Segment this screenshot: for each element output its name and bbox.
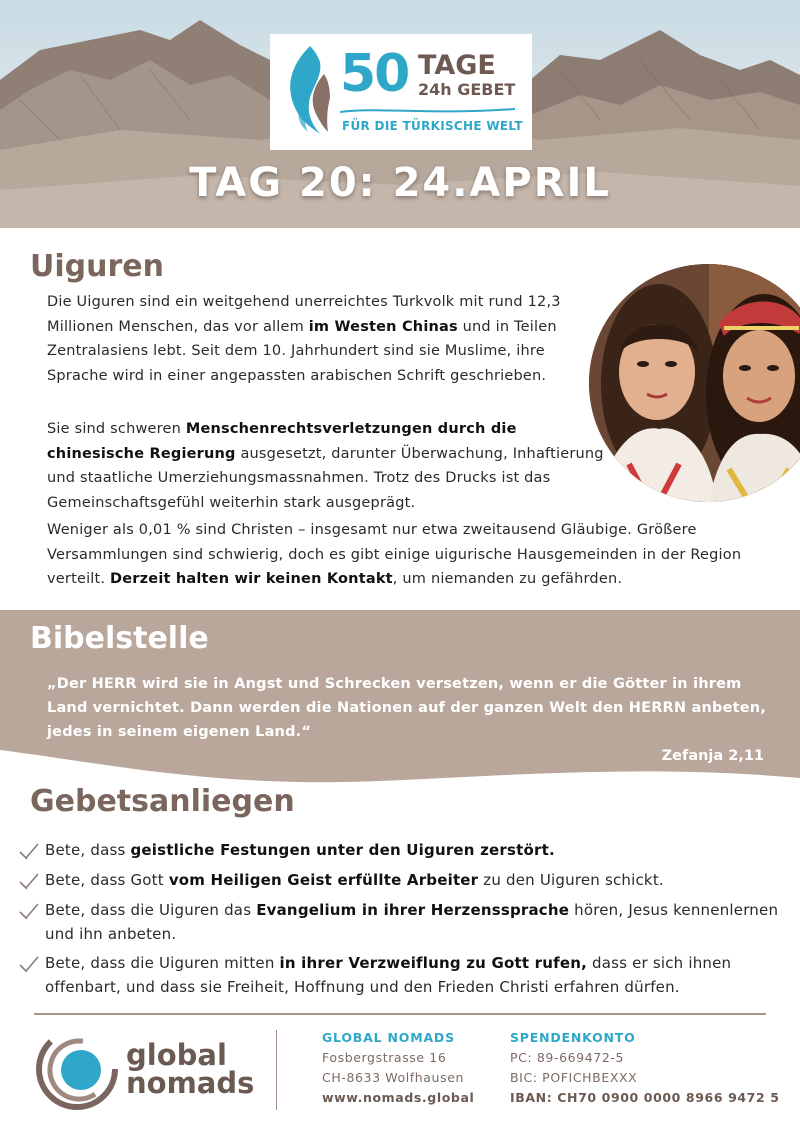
section-title-gebetsanliegen: Gebetsanliegen <box>30 784 295 819</box>
checkmark-icon <box>18 842 40 860</box>
prayer-text: Bete, dass Gott vom Heiligen Geist erfüllte Arbeiter zu den Uiguren schickt. <box>45 871 664 889</box>
checkmark-icon <box>18 955 40 973</box>
footer-vertical-divider <box>276 1030 277 1110</box>
prayer-item <box>18 838 788 862</box>
section-title-bibelstelle: Bibelstelle <box>30 621 209 656</box>
org-website-link[interactable]: www.nomads.global <box>322 1090 475 1105</box>
checkmark-icon <box>18 872 40 890</box>
prayer-text: Bete, dass geistliche Festungen unter den Uiguren zerstört. <box>45 841 555 859</box>
bible-reference: Zefanja 2,11 <box>661 748 764 764</box>
prayer-item <box>18 898 788 946</box>
prayer-text: Bete, dass die Uiguren das Evangelium in ihrer Herzenssprache hören, Jesus kennenlernen und ihn anbeten. <box>45 901 779 943</box>
prayer-item <box>18 951 788 999</box>
footer-divider-line <box>34 1013 766 1015</box>
org-street: Fosbergstrasse 16 <box>322 1050 447 1065</box>
logo-tage: TAGE <box>418 50 496 81</box>
org-heading: GLOBAL NOMADS <box>322 1030 455 1045</box>
rights-paragraph: Sie sind schweren Menschenrechtsverletzungen durch die chinesische Regierung ausgesetzt, darunter Überwachung, Inhaftierung und staatliche Umerziehungsmassnahmen. Trotz des Drucks ist das Gemeinschaftsgefühl weiterhin stark ausgeprägt. <box>47 421 604 511</box>
flame-icon <box>282 44 330 136</box>
section-title-uiguren: Uiguren <box>30 249 164 284</box>
day-title: TAG 20: 24.APRIL <box>189 160 611 206</box>
bank-bic: BIC: POFICHBEXXX <box>510 1070 638 1085</box>
bank-pc: PC: 89-669472-5 <box>510 1050 625 1065</box>
campaign-logo <box>270 34 532 150</box>
global-nomads-logo-icon <box>36 1028 118 1110</box>
bank-heading: SPENDENKONTO <box>510 1030 636 1045</box>
portrait-photo <box>589 264 800 502</box>
bible-quote: „Der HERR wird sie in Angst und Schrecken versetzen, wenn er die Götter in ihrem Land vernichtet. Dann werden die Nationen auf der ganzen Welt den HERRN anbeten, jedes in seinem eigenen Land.“ <box>47 676 767 740</box>
logo-word-global: global <box>126 1038 227 1072</box>
prayer-item <box>18 868 788 892</box>
prayer-text: Bete, dass die Uiguren mitten in ihrer Verzweiflung zu Gott rufen, dass er sich ihnen offenbart, und dass sie Freiheit, Hoffnung und den Frieden Christi erfahren dürfen. <box>45 954 732 996</box>
logo-wave-line <box>340 106 515 116</box>
logo-subtitle: FÜR DIE TÜRKISCHE WELT <box>342 119 523 133</box>
intro-paragraph: Die Uiguren sind ein weitgehend unerreichtes Turkvolk mit rund 12,3 Millionen Menschen, das vor allem im Westen Chinas und in Teilen Zentralasiens lebt. Seit dem 10. Jahrhundert sind sie Muslime, ihre Sprache wird in einer angepassten arabischen Schrift geschrieben. <box>47 294 561 384</box>
logo-gebet: 24h GEBET <box>418 80 516 99</box>
bank-iban: IBAN: CH70 0900 0000 8966 9472 5 <box>510 1090 780 1105</box>
christians-paragraph: Weniger als 0,01 % sind Christen – insgesamt nur etwa zweitausend Gläubige. Größere Versammlungen sind schwierig, doch es gibt einige uigurische Hausgemeinden in der Region verteilt. Derzeit halten wir keinen Kontakt, um niemanden zu gefährden. <box>47 522 742 587</box>
checkmark-icon <box>18 902 40 920</box>
org-city: CH-8633 Wolfhausen <box>322 1070 465 1085</box>
logo-word-nomads: nomads <box>126 1066 255 1100</box>
header-banner <box>0 0 800 228</box>
logo-number: 50 <box>340 44 409 104</box>
